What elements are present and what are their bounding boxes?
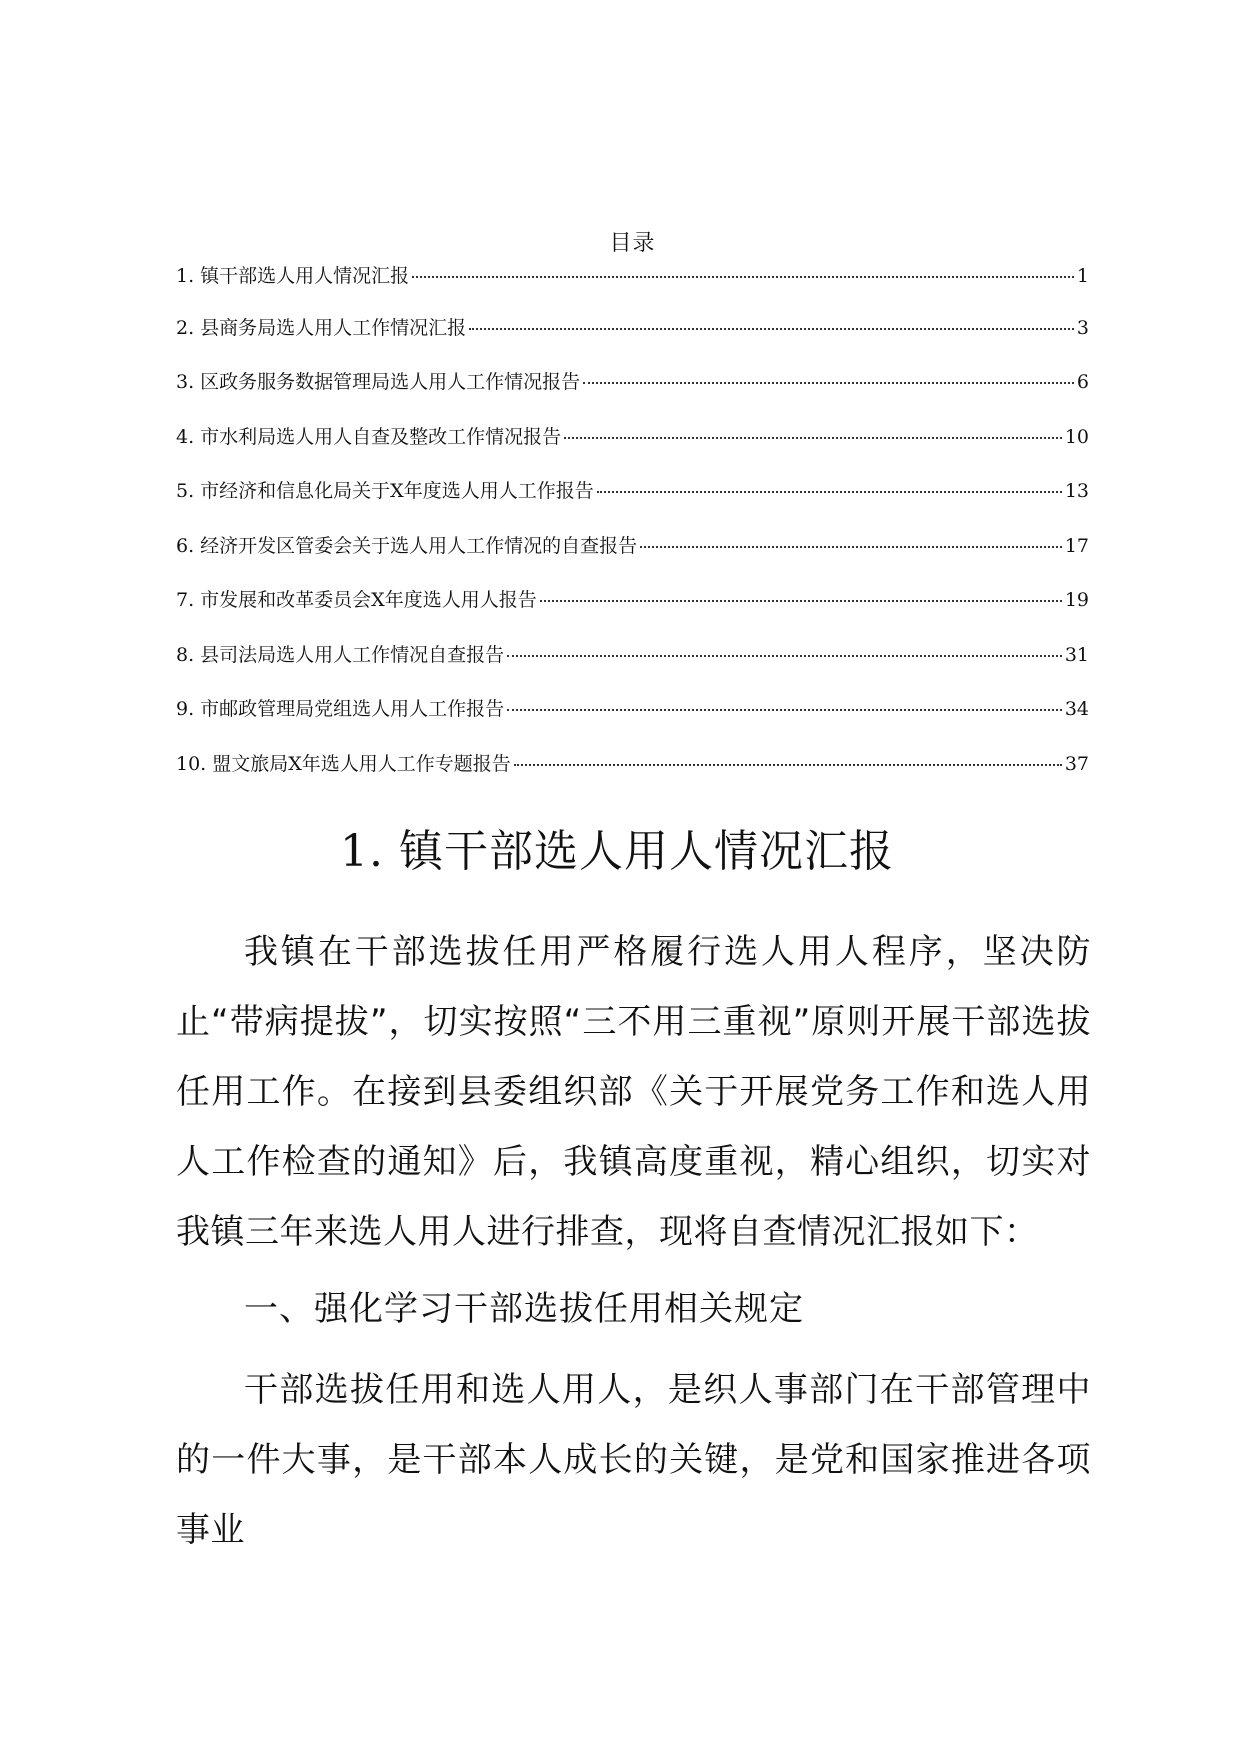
toc-dot-leader <box>514 762 1062 766</box>
toc-dot-leader <box>412 274 1074 278</box>
toc-entry-page: 6 <box>1076 371 1089 393</box>
toc-entry-page: 3 <box>1076 317 1089 339</box>
toc-dot-leader <box>597 489 1062 493</box>
toc-entry-page: 37 <box>1064 753 1089 775</box>
toc-title: 目录 <box>609 231 656 256</box>
toc-entry[interactable] <box>176 585 1089 615</box>
toc-entry[interactable] <box>176 640 1089 670</box>
document-heading: 1. 镇干部选人用人情况汇报 <box>340 826 894 877</box>
toc-dot-leader <box>583 380 1074 384</box>
toc-entry[interactable] <box>176 694 1089 724</box>
toc-entry-label: 6. 经济开发区管委会关于选人用人工作情况的自查报告 <box>176 535 638 557</box>
toc-entry-label: 10. 盟文旅局X年选人用人工作专题报告 <box>176 753 511 775</box>
toc-entry[interactable] <box>176 476 1089 506</box>
toc-entry-label: 8. 县司法局选人用人工作情况自查报告 <box>176 644 505 666</box>
toc-entry-page: 19 <box>1064 589 1089 611</box>
toc-entry-label: 9. 市邮政管理局党组选人用人工作报告 <box>176 698 505 720</box>
toc-entry-page: 34 <box>1064 698 1089 720</box>
toc-entry-page: 13 <box>1064 480 1089 502</box>
section-paragraph: 干部选拔任用和选人用人，是织人事部门在干部管理中的一件大事，是干部本人成长的关键，是党和国家推进各项事业 <box>176 1370 1091 1550</box>
toc-entry[interactable] <box>176 422 1089 452</box>
toc-entry-label: 7. 市发展和改革委员会X年度选人用人报告 <box>176 589 537 611</box>
toc-entry[interactable] <box>176 261 1089 291</box>
toc-entry-label: 3. 区政务服务数据管理局选人用人工作情况报告 <box>176 371 581 393</box>
toc-entry-label: 4. 市水利局选人用人自查及整改工作情况报告 <box>176 426 562 448</box>
toc-dot-leader <box>469 326 1074 330</box>
toc-entry[interactable] <box>176 749 1089 779</box>
toc-entry[interactable] <box>176 531 1089 561</box>
toc-entry[interactable] <box>176 313 1089 343</box>
toc-entry-page: 31 <box>1064 644 1089 666</box>
toc-entry-page: 10 <box>1064 426 1089 448</box>
document-body <box>176 917 1091 1565</box>
toc-entry-page: 1 <box>1076 265 1089 287</box>
intro-paragraph: 我镇在干部选拔任用严格履行选人用人程序，坚决防止“带病提拔”，切实按照“三不用三重视”原则开展干部选拔任用工作。在接到县委组织部《关于开展党务工作和选人用人工作检查的通知》后，我镇高度重视，精心组织，切实对我镇三年来选人用人进行排查，现将自查情况汇报如下： <box>176 932 1091 1252</box>
toc-entry[interactable] <box>176 367 1089 397</box>
section-heading: 一、强化学习干部选拔任用相关规定 <box>244 1289 804 1329</box>
toc-entry-label: 5. 市经济和信息化局关于X年度选人用人工作报告 <box>176 480 594 502</box>
toc-entry-page: 17 <box>1064 535 1089 557</box>
toc-entry-label: 2. 县商务局选人用人工作情况汇报 <box>176 317 467 339</box>
toc-dot-leader <box>507 653 1062 657</box>
toc-dot-leader <box>540 598 1062 602</box>
toc-entry-label: 1. 镇干部选人用人情况汇报 <box>176 265 410 287</box>
toc-dot-leader <box>640 544 1062 548</box>
toc-dot-leader <box>564 435 1062 439</box>
toc-dot-leader <box>507 707 1062 711</box>
